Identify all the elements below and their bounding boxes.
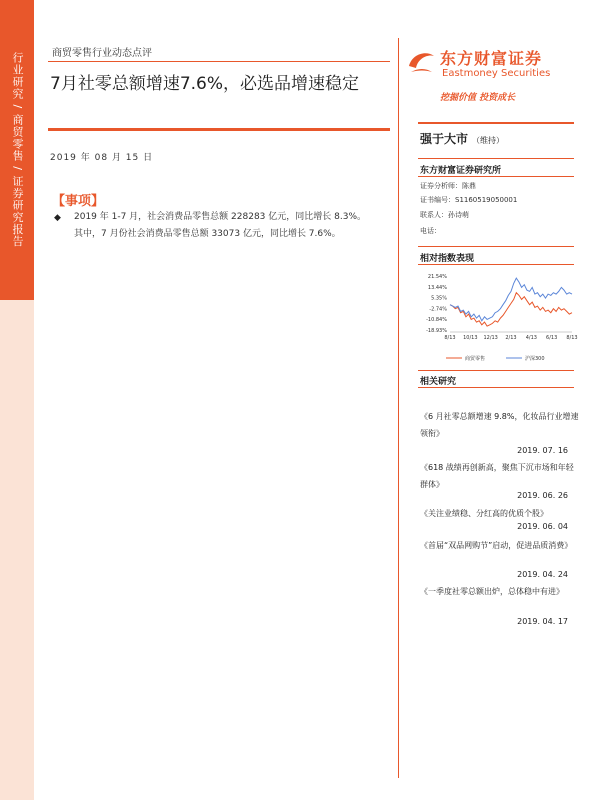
x-tick-label: 8/13 — [444, 335, 456, 341]
report-date: 2019 年 08 月 15 日 — [50, 153, 154, 163]
y-tick-label: -10.84% — [426, 317, 447, 324]
brand-name-en: Eastmoney Securities — [442, 68, 551, 79]
brand-name-cn: 东方财富证券 — [440, 49, 543, 68]
series-line — [450, 293, 572, 326]
x-tick-label: 10/13 — [463, 335, 478, 341]
sidebar-label: 行业研究 / 商贸零售 / 证券研究报告 — [11, 52, 24, 248]
x-tick-label: 6/13 — [546, 335, 558, 341]
related-item-title[interactable]: 《618 战绩再创新高，聚焦下沉市场和年轻群体》 — [420, 463, 574, 489]
related-item-title[interactable]: 《关注业绩稳、分红高的优质个股》 — [420, 509, 548, 518]
body-line: 其中，7 月份社会消费品零售总额 33073 亿元，同比增长 7.6%。 — [74, 229, 341, 239]
certificate-number: 证书编号：S1160519050001 — [420, 196, 518, 204]
related-rule-bottom — [418, 387, 574, 388]
phone: 电话： — [420, 227, 441, 235]
section-body — [74, 209, 394, 243]
related-item-date: 2019. 06. 26 — [517, 491, 568, 500]
perf-title: 相对指数表现 — [420, 254, 475, 264]
x-tick-label: 4/13 — [525, 335, 537, 341]
legend-label: 沪深300 — [525, 356, 545, 362]
perf-rule-bottom — [418, 264, 574, 265]
sidebar — [0, 0, 34, 800]
x-tick-label: 2/13 — [505, 335, 517, 341]
x-tick-label: 12/13 — [483, 335, 498, 341]
related-item-date: 2019. 07. 16 — [517, 446, 568, 455]
related-item-date: 2019. 04. 17 — [517, 617, 568, 626]
y-tick-label: 5.35% — [431, 295, 447, 302]
page-title: 7月社零总额增速7.6%，必选品增速稳定 — [50, 74, 360, 94]
related-item-title[interactable]: 《一季度社零总额出炉，总体稳中有进》 — [420, 587, 564, 596]
rating — [420, 130, 504, 147]
related-title: 相关研究 — [420, 377, 457, 387]
y-tick-label: 13.44% — [427, 284, 447, 291]
rating-label: 强于大市 — [420, 132, 469, 146]
institute-rule-top — [418, 158, 574, 159]
brand-logo — [404, 44, 584, 84]
rating-sub: （维持） — [472, 136, 505, 145]
title-rule — [48, 128, 390, 131]
header-rule — [48, 61, 390, 62]
related-item-date: 2019. 04. 24 — [517, 570, 568, 579]
related-item-date: 2019. 06. 04 — [517, 522, 568, 531]
legend-label: 商贸零售 — [465, 356, 486, 362]
y-tick-label: -2.74% — [429, 306, 447, 313]
analyst: 证券分析师：陈鼎 — [420, 182, 476, 190]
contact: 联系人：孙诗萌 — [420, 211, 469, 219]
report-type: 商贸零售行业动态点评 — [52, 48, 152, 59]
diamond-bullet-icon: ◆ — [54, 213, 61, 223]
related-rule-top — [418, 370, 574, 371]
column-divider — [398, 38, 399, 778]
body-line: 2019 年 1-7 月，社会消费品零售总额 228283 亿元，同比增长 8.3%。 — [74, 212, 366, 222]
section-heading: 【事项】 — [52, 194, 105, 209]
institute-rule-bottom — [418, 176, 574, 177]
brand-slogan: 挖掘价值 投资成长 — [440, 93, 516, 103]
relative-performance-chart — [416, 268, 578, 370]
related-item-title[interactable]: 《6 月社零总额增速 9.8%，化妆品行业增速领衔》 — [420, 412, 579, 438]
related-item-title[interactable]: 《首届“双品网购节”启动，促进品质消费》 — [420, 541, 573, 550]
rating-rule — [418, 122, 574, 124]
y-tick-label: -18.93% — [426, 328, 447, 334]
institute-name: 东方财富证券研究所 — [420, 166, 502, 176]
perf-rule-top — [418, 246, 574, 247]
x-tick-label: 8/13 — [566, 335, 578, 341]
y-tick-label: 21.54% — [427, 274, 447, 280]
eastmoney-logo-icon — [404, 46, 438, 80]
